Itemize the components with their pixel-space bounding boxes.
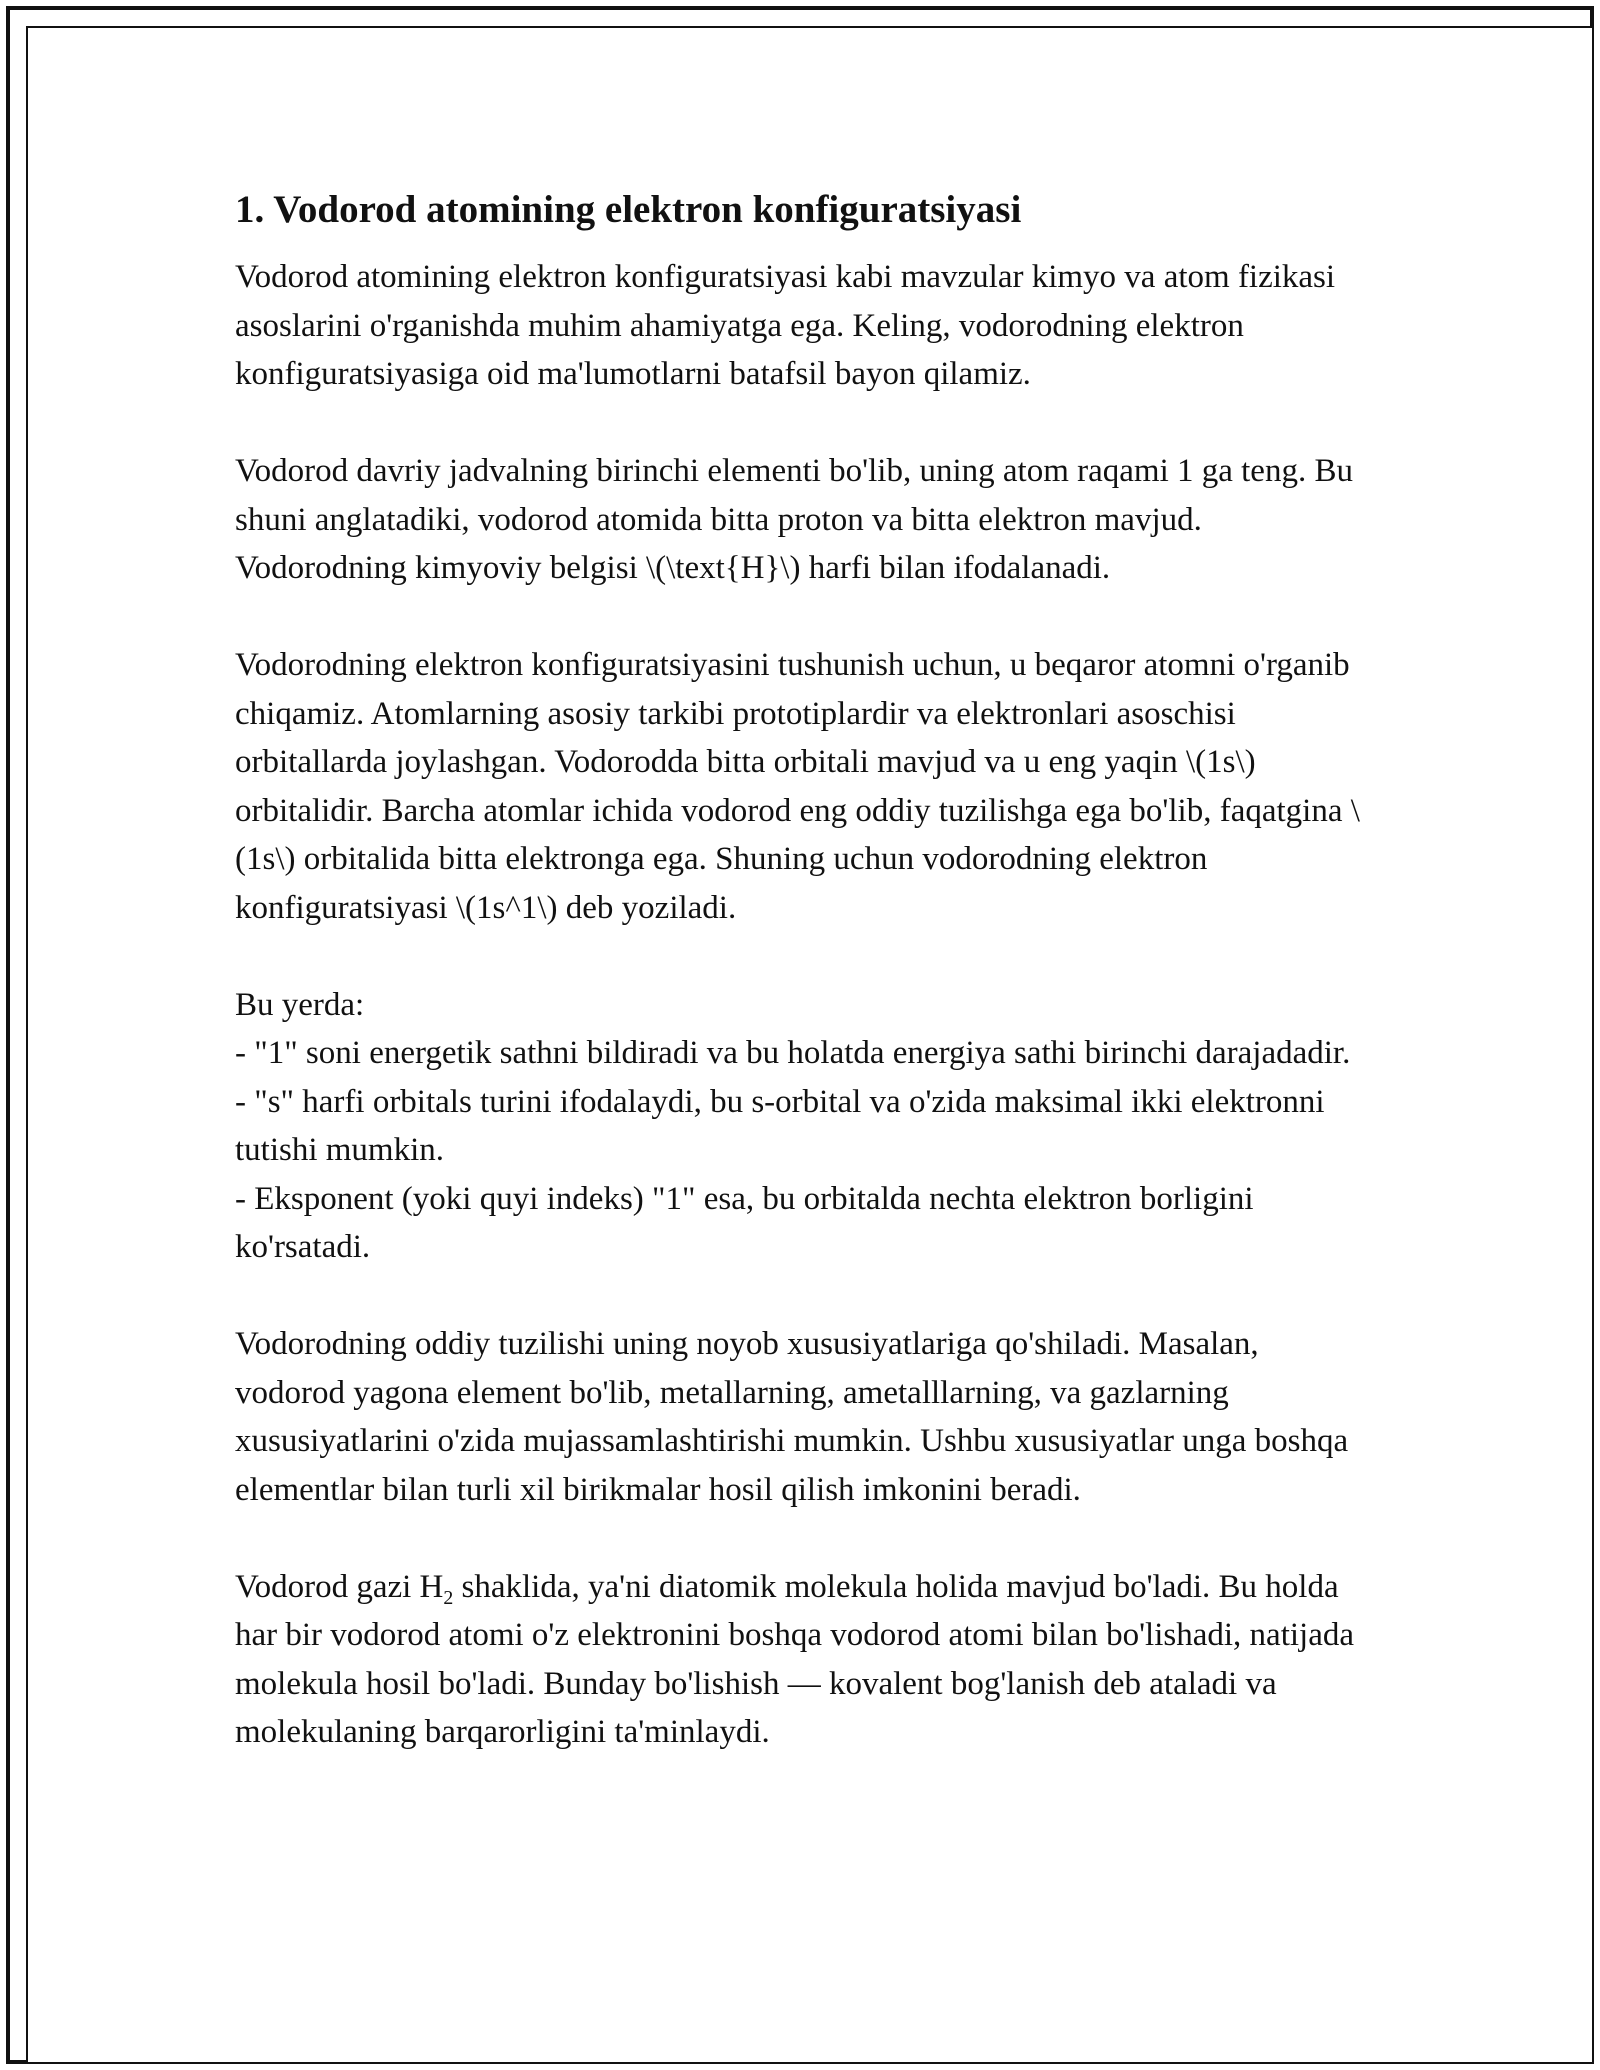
paragraph-intro: Vodorod atomining elektron konfiguratsiyasi kabi mavzular kimyo va atom fizikasi asoslarini o'rganishda muhim ahamiyatga ega. Keling, vodorodning elektron konfiguratsiyasiga oid ma'lumotlarni batafsil bayon qilamiz. — [235, 259, 1336, 392]
list-item: - "1" soni energetik sathni bildiradi va bu holatda energiya sathi birinchi darajadadir. — [235, 1035, 1351, 1071]
text-fragment: shaklida, ya'ni diatomik molekula holida mavjud bo'ladi. Bu holda har bir vodorod atomi o'z elektronini boshqa vodorod atomi bilan bo'lishadi, natijada molekula hosil bo'ladi. Bunday bo'lishish — kovalent bog'lanish deb ataladi va molekulaning barqarorligini ta'minlaydi. — [235, 1568, 1354, 1750]
list-item: - Eksponent (yoki quyi indeks) "1" esa, bu orbitalda nechta elektron borligini ko'rsatadi. — [235, 1180, 1254, 1265]
list-intro: Bu yerda: — [235, 986, 365, 1023]
paragraph-properties: Vodorodning oddiy tuzilishi uning noyob xususiyatlariga qo'shiladi. Masalan, vodorod yagona element bo'lib, metallarning, ametalllarning, va gazlarning xususiyatlarini o'zida mujassamlashtirishi mumkin. Ushbu xususiyatlar unga boshqa elementlar bilan turli xil birikmalar hosil qilish imkonini beradi. — [235, 1326, 1349, 1508]
paragraph-orbital: Vodorodning elektron konfiguratsiyasini tushunish uchun, u beqaror atomni o'rganib chiqamiz. Atomlarning asosiy tarkibi prototiplardir va elektronlari asoschisi orbitallarda joylashgan. Vodorodda bitta orbitali mavjud va u eng yaqin \(1s\) orbitalidir. Barcha atomlar ichida vodorod eng oddiy tuzilishga ega bo'lib, faqatgina \(1s\) orbitalida bitta elektronga ega. Shuning uchun vodorodning elektron konfiguratsiyasi \(1s^1\) deb yoziladi. — [235, 647, 1360, 926]
paragraph-hydrogen-gas — [235, 1563, 1375, 1757]
list-item: - "s" harfi orbitals turini ifodalaydi, bu s-orbital va o'zida maksimal ikki elektronni tutishi mumkin. — [235, 1083, 1325, 1168]
text-fragment: Vodorod gazi H — [235, 1568, 444, 1605]
paragraph-hydrogen-element: Vodorod davriy jadvalning birinchi elementi bo'lib, uning atom raqami 1 ga teng. Bu shuni anglatadiki, vodorod atomida bitta proton va bitta elektron mavjud. Vodorodning kimyoviy belgisi \(\text{H}\) harfi bilan ifodalanadi. — [235, 453, 1353, 586]
explanation-list — [235, 981, 1375, 1272]
document-body — [235, 185, 1375, 1805]
subscript-two: 2 — [443, 1586, 454, 1609]
section-heading: 1. Vodorod atomining elektron konfiguratsiyasi — [235, 188, 1022, 231]
